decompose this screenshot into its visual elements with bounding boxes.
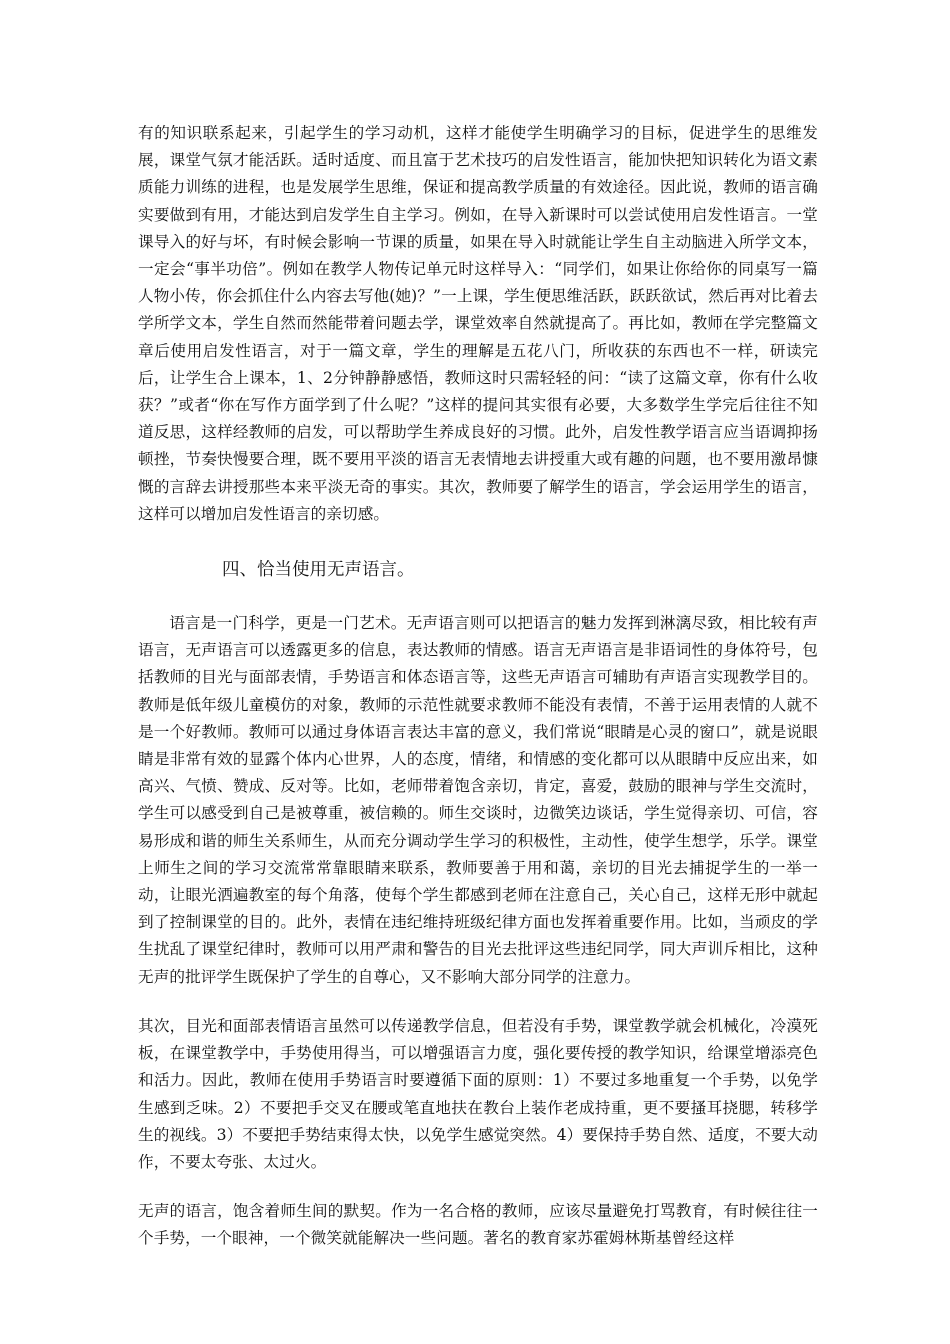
section-heading-4: 四、恰当使用无声语言。 [222, 560, 415, 581]
paragraph-4: 无声的语言，饱含着师生间的默契。作为一名合格的教师，应该尽量避免打骂教育，有时候往往一个手势，一个眼神，一个微笑就能解决一些问题。著名的教育家苏霍姆林斯基曾经这样 [138, 1202, 818, 1248]
paragraph-gap [138, 1176, 818, 1198]
paragraph-1: 有的知识联系起来，引起学生的学习动机，这样才能使学生明确学习的目标，促进学生的思维发展，课堂气氛才能活跃。适时适度、而且富于艺术技巧的启发性语言，能加快把知识转化为语文素质能力训练的进程，也是发展学生思维，保证和提高教学质量的有效途径。因此说，教师的语言确实要做到有用，才能达到启发学生自主学习。例如，在导入新课时可以尝试使用启发性语言。一堂课导入的好与坏，有时候会影响一节课的质量，如果在导入时就能让学生自主动脑进入所学文本，一定会“事半功倍”。例如在教学人物传记单元时这样导入：“同学们，如果让你给你的同桌写一篇人物小传，你会抓住什么内容去写他(她)？”一上课，学生便思维活跃，跃跃欲试，然后再对比着去学所学文本，学生自然而然能带着问题去学，课堂效率自然就提高了。再比如，教师在学完整篇文章后使用启发性语言，对于一篇文章，学生的理解是五花八门，所收获的东西也不一样，研读完后，让学生合上课本，1、2分钟静静感悟，教师这时只需轻轻的问：“读了这篇文章，你有什么收获？”或者“你在写作方面学到了什么呢？”这样的提问其实很有必要，大多数学生学完后往往不知道反思，这样经教师的启发，可以帮助学生养成良好的习惯。此外，启发性教学语言应当语调抑扬顿挫，节奏快慢要合理，既不要用平淡的语言无表情地去讲授重大或有趣的问题，也不要用激昂慷慨的言辞去讲授那些本来平淡无奇的事实。其次，教师要了解学生的语言，学会运用学生的语言，这样可以增加启发性语言的亲切感。 [138, 124, 818, 523]
document-page [138, 120, 818, 1253]
paragraph-3: 其次，目光和面部表情语言虽然可以传递教学信息，但若没有手势，课堂教学就会机械化，冷漠死板，在课堂教学中，手势使用得当，可以增强语言力度，强化要传授的教学知识，给课堂增添亮色和活力。因此，教师在使用手势语言时要遵循下面的原则：1）不要过多地重复一个手势，以免学生感到乏味。2）不要把手交叉在腰或笔直地扶在教台上装作老成持重，更不要搔耳挠腮，转移学生的视线。3）不要把手势结束得太快，以免学生感觉突然。4）要保持手势自然、适度，不要大动作，不要太夸张、太过火。 [138, 1016, 818, 1171]
paragraph-gap [138, 991, 818, 1013]
paragraph-2: 语言是一门科学，更是一门艺术。无声语言则可以把语言的魅力发挥到淋漓尽致，相比较有声语言，无声语言可以透露更多的信息，表达教师的情感。语言无声语言是非语词性的身体符号，包括教师的目光与面部表情，手势语言和体态语言等，这些无声语言可辅助有声语言实现教学目的。教师是低年级儿童模仿的对象，教师的示范性就要求教师不能没有表情，不善于运用表情的人就不是一个好教师。教师可以通过身体语言表达丰富的意义，我们常说“眼睛是心灵的窗口”，就是说眼睛是非常有效的显露个体内心世界，人的态度，情绪，和情感的变化都可以从眼睛中反应出来，如高兴、气愤、赞成、反对等。比如，老师带着饱含亲切，肯定，喜爱，鼓励的眼神与学生交流时，学生可以感受到自己是被尊重，被信赖的。师生交谈时，边微笑边谈话，学生觉得亲切、可信，容易形成和谐的师生关系师生，从而充分调动学生学习的积极性，主动性，使学生想学，乐学。课堂上师生之间的学习交流常常靠眼睛来联系，教师要善于用和蔼，亲切的目光去捕捉学生的一举一动，让眼光洒遍教室的每个角落，使每个学生都感到老师在注意自己，关心自己，这样无形中就起到了控制课堂的目的。此外，表情在违纪维持班级纪律方面也发挥着重要作用。比如，当顽皮的学生扰乱了课堂纪律时，教师可以用严肃和警告的目光去批评这些违纪同学，同大声训斥相比，这种无声的批评学生既保护了学生的自尊心，又不影响大部分同学的注意力。 [138, 614, 818, 986]
